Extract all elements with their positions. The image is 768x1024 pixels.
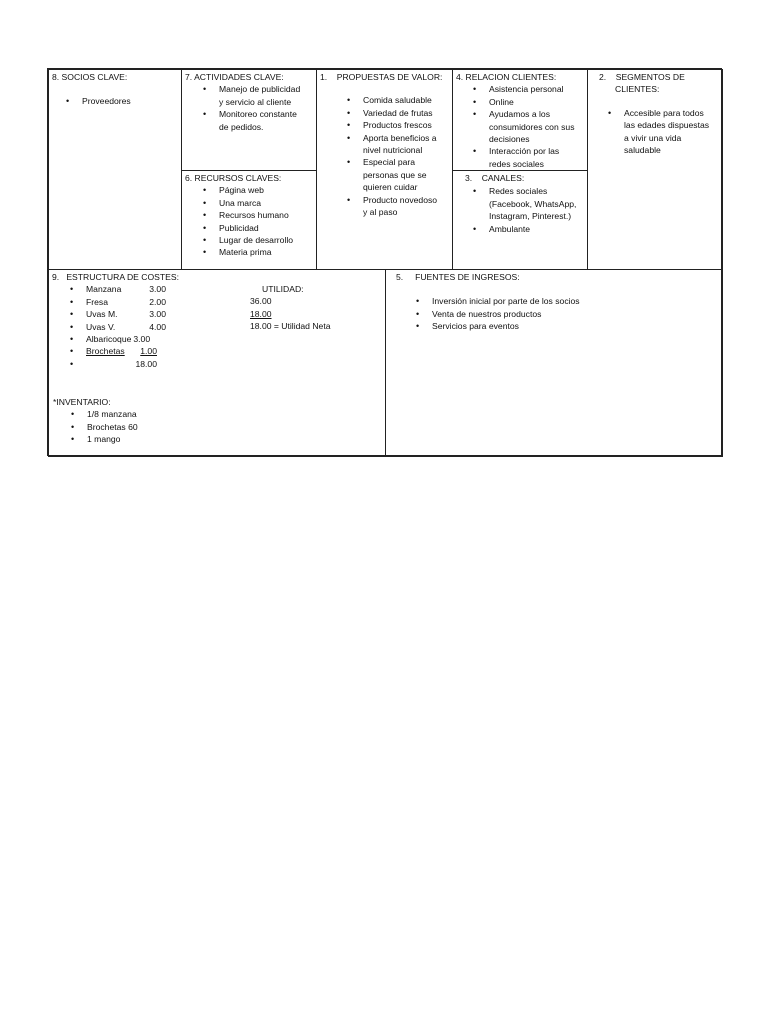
list-item: • Monitoreo constante de pedidos. (219, 108, 316, 133)
cost-total-row: • 18.00 (86, 358, 157, 370)
list-item: • Aporta beneficios a nivel nutricional (363, 132, 452, 157)
cost-row: • Uvas M. 3.00 (86, 308, 166, 320)
segmentos-clientes-title: 2. SEGMENTOS DE (599, 72, 685, 82)
list-item: • Venta de nuestros productos (432, 308, 722, 320)
relacion-clientes-list (489, 83, 587, 170)
relacion-clientes-cell (452, 69, 588, 171)
fuentes-ingresos-title: 5. FUENTES DE INGRESOS: (396, 272, 520, 282)
recursos-claves-cell (181, 170, 317, 270)
list-item: • Lugar de desarrollo (219, 234, 316, 246)
utilidad-line-2: 18.00 (250, 308, 272, 319)
propuestas-valor-cell (316, 69, 453, 270)
utilidad-line-1: 36.00 (250, 296, 272, 307)
utilidad-block (250, 283, 331, 333)
list-item: • Página web (219, 184, 316, 196)
canales-cell (452, 170, 588, 270)
list-item: • Online (489, 96, 587, 108)
list-item: • Producto novedoso y al paso (363, 194, 452, 219)
estructura-costes-title: 9. ESTRUCTURA DE COSTES: (52, 272, 180, 282)
estructura-costes-cell (48, 269, 386, 457)
canales-list (489, 185, 587, 235)
inventario-block (53, 396, 138, 446)
list-item: • Redes sociales (Facebook, WhatsApp, Instagram, Pinterest.) (489, 185, 587, 222)
list-item: • Publicidad (219, 222, 316, 234)
list-item: • Manejo de publicidad y servicio al cliente (219, 83, 316, 108)
utilidad-title: UTILIDAD: (262, 284, 304, 294)
recursos-claves-title: 6. RECURSOS CLAVES: (185, 173, 282, 183)
list-item: • Inversión inicial por parte de los socios (432, 295, 722, 307)
actividades-clave-title: 7. ACTIVIDADES CLAVE: (185, 72, 284, 82)
cost-row: • Albaricoque 3.00 (86, 333, 166, 345)
list-item: • Ambulante (489, 223, 587, 235)
propuestas-valor-title: 1. PROPUESTAS DE VALOR: (320, 72, 443, 82)
list-item: • Una marca (219, 197, 316, 209)
cost-row: • Brochetas 1.00 (86, 345, 157, 357)
list-item: • Comida saludable (363, 94, 452, 106)
socios-clave-title: 8. SOCIOS CLAVE: (52, 72, 128, 82)
socios-clave-list (82, 95, 181, 107)
business-model-canvas (47, 68, 722, 456)
list-item: • Brochetas 60 (87, 421, 138, 433)
list-item: • Productos frescos (363, 119, 452, 131)
segmentos-clientes-title-2: CLIENTES: (615, 84, 660, 95)
list-item: • Recursos humano (219, 209, 316, 221)
canales-title: 3. CANALES: (465, 173, 525, 183)
actividades-clave-list (219, 83, 316, 133)
list-item: • Asistencia personal (489, 83, 587, 95)
cost-row: • Fresa 2.00 (86, 296, 166, 308)
list-item: • Materia prima (219, 246, 316, 258)
recursos-claves-list (219, 184, 316, 258)
list-item: • Accesible para todos las edades dispuestas a vivir una vida saludable (624, 107, 722, 157)
list-item: • Proveedores (82, 95, 181, 107)
list-item: • Variedad de frutas (363, 107, 452, 119)
cost-row: • Manzana 3.00 (86, 283, 166, 295)
list-item: • 1/8 manzana (87, 408, 138, 420)
segmentos-clientes-cell (587, 69, 723, 270)
costes-list (86, 283, 166, 370)
cost-row: • Uvas V. 4.00 (86, 321, 166, 333)
actividades-clave-cell (181, 69, 317, 171)
fuentes-ingresos-cell (385, 269, 723, 457)
relacion-clientes-title: 4. RELACION CLIENTES: (456, 72, 557, 82)
fuentes-ingresos-list (432, 295, 722, 332)
list-item: • 1 mango (87, 433, 138, 445)
list-item: • Servicios para eventos (432, 320, 722, 332)
segmentos-clientes-list (624, 107, 722, 157)
inventario-list (87, 408, 138, 445)
inventario-title: *INVENTARIO: (53, 397, 111, 407)
propuestas-valor-list (363, 94, 452, 218)
list-item: • Ayudamos a los consumidores con sus decisiones (489, 108, 587, 145)
list-item: • Interacción por las redes sociales (489, 145, 587, 170)
list-item: • Especial para personas que se quieren cuidar (363, 156, 452, 193)
socios-clave-cell (48, 69, 182, 270)
utilidad-line-3: 18.00 = Utilidad Neta (250, 321, 331, 332)
